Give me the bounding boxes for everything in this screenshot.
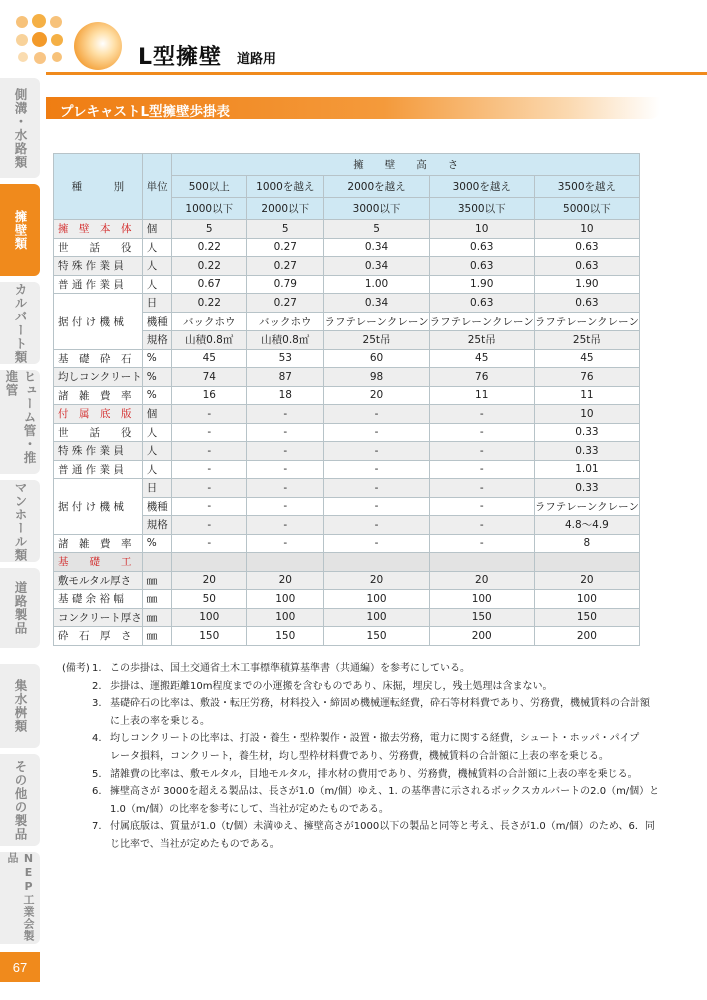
cell: 150: [429, 608, 534, 627]
col-header-range-3-top: 2000を越え: [324, 176, 429, 198]
cell: -: [429, 442, 534, 461]
row-label: 付 属 底 版: [54, 405, 143, 424]
table-row: [54, 312, 640, 331]
cell: -: [247, 423, 324, 442]
cell: 11: [429, 386, 534, 405]
section-title: プレキャストL型擁壁歩掛表: [60, 104, 231, 120]
cell: 200: [429, 627, 534, 646]
cell: 0.22: [172, 294, 247, 313]
cell: 10: [429, 220, 534, 239]
cell: 100: [247, 608, 324, 627]
note-item: 7. 付属底版は、質量が1.0（t/個）未満ゆえ、擁壁高さが1000以下の製品と同等と考え、長さが1.0（m/個）のため、6．同: [92, 821, 655, 833]
page-subtitle: 道路用: [237, 52, 277, 67]
row-label: コンクリート厚さ: [54, 608, 143, 627]
cell: 5: [172, 220, 247, 239]
remarks-block: (備考) 1. この歩掛は、国土交通省土木工事標準積算基準書（共通編）を参考にしている。 2. 歩掛は、運搬距離10m程度までの小運搬を含むものであり、床掘，埋戻し，残土処理は含まない。 3. 基礎砕石の比率は、敷設・転圧労務，材料投入・締固め機械運転経費，砕石等材料費であり、労務費，機械賃料の合計額 に上表の率を乗じる。 4. 均しコンクリートの比率は、打設・養生・型枠製作・設置・撤去労務，電力に関する経費，シュート・ホッパ・パイプ レータ損料，コンクリート，養生材，均し型枠材料費であり、労務費，機械賃料の合計額に上表の率を乗じる。 5. 諸雑費の比率は、敷モルタル，目地モルタル，排水材の費用であり、労務費，機械賃料の合計額に上表の率を乗じる。 6. 擁壁高さが 3000を超える製品は、長さが1.0（m/個）ゆえ、1. の基準書に示されるボックスカルバートの2.0（m/個）と 1.0（m/個）の比率を参考にして、当社が定めたものである。 7. 付属底版は、質量が1.0（t/個）未満ゆえ、擁壁高さが1000以下の製品と同等と考え、長さが1.0（m/個）のため、6．同 じ比率で、当社が定めたものである。: [62, 660, 662, 854]
cell: 87: [247, 368, 324, 387]
cell: -: [247, 460, 324, 479]
cell: 16: [172, 386, 247, 405]
row-label: 基 礎 余 裕 幅: [54, 590, 143, 609]
cell: 20: [324, 386, 429, 405]
cell: 5: [324, 220, 429, 239]
note-item: 6. 擁壁高さが 3000を超える製品は、長さが1.0（m/個）ゆえ、1. の基準書に示されるボックスカルバートの2.0（m/個）と: [92, 786, 660, 798]
cell: 0.63: [534, 238, 639, 257]
row-label: 均しコンクリート: [54, 368, 143, 387]
row-label: 据 付 け 機 械: [54, 479, 143, 535]
row-label: 敷モルタル厚さ: [54, 571, 143, 590]
cell: ラフテレーンクレーン: [534, 312, 639, 331]
cell: 0.63: [429, 294, 534, 313]
cell: -: [172, 534, 247, 553]
cell: 150: [172, 627, 247, 646]
table-row: [54, 220, 640, 239]
cell: 45: [172, 349, 247, 368]
labor-rate-table: [53, 153, 640, 646]
row-unit: %: [142, 368, 172, 387]
remarks-heading: (備考): [62, 663, 90, 674]
cell: 45: [429, 349, 534, 368]
row-label: 普 通 作 業 員: [54, 460, 143, 479]
cell: 8: [534, 534, 639, 553]
cell: 0.22: [172, 238, 247, 257]
row-label: 特 殊 作 業 員: [54, 257, 143, 276]
page-number: 67: [0, 952, 40, 982]
table-row: [54, 497, 640, 516]
cell: 0.33: [534, 479, 639, 498]
cell: 20: [172, 571, 247, 590]
cell: 25t吊: [429, 331, 534, 350]
page-title: L型擁壁: [138, 45, 223, 70]
cell: -: [324, 516, 429, 535]
cell: 5: [247, 220, 324, 239]
row-unit: ㎜: [142, 608, 172, 627]
cell: 0.34: [324, 294, 429, 313]
cell: -: [324, 479, 429, 498]
table-row: [54, 257, 640, 276]
row-label: 基 礎 工: [54, 553, 143, 572]
table-row: [54, 608, 640, 627]
cell: 200: [534, 627, 639, 646]
row-unit: 日: [142, 294, 172, 313]
cell: 10: [534, 220, 639, 239]
cell: 76: [429, 368, 534, 387]
cell: 1.01: [534, 460, 639, 479]
cell: 20: [247, 571, 324, 590]
col-header-range-3-bottom: 3000以下: [324, 198, 429, 220]
cell: -: [324, 534, 429, 553]
sidebar-tab-culverts[interactable]: カルバート類: [0, 282, 40, 364]
cell: -: [172, 442, 247, 461]
table-row: [54, 460, 640, 479]
row-unit: 日: [142, 479, 172, 498]
sidebar-tab-retaining-walls[interactable]: 擁壁類: [0, 184, 40, 276]
row-unit: ㎜: [142, 571, 172, 590]
cell: 1.90: [534, 275, 639, 294]
row-unit: 人: [142, 257, 172, 276]
sidebar-tab-road-products[interactable]: 道路製品: [0, 568, 40, 648]
cell: 0.34: [324, 238, 429, 257]
row-label: 据 付 け 機 械: [54, 294, 143, 350]
row-label: 特 殊 作 業 員: [54, 442, 143, 461]
brand-dots-logo: [14, 10, 114, 80]
cell: 76: [534, 368, 639, 387]
row-unit: 規格: [142, 331, 172, 350]
table-row: [54, 534, 640, 553]
cell: 0.27: [247, 257, 324, 276]
table-row: [54, 516, 640, 535]
row-label: 普 通 作 業 員: [54, 275, 143, 294]
sidebar-tab-manholes[interactable]: マンホール類: [0, 480, 40, 562]
table-row: [54, 405, 640, 424]
cell: -: [247, 516, 324, 535]
cell: 山積0.8㎥: [172, 331, 247, 350]
cell: 0.63: [534, 294, 639, 313]
cell: 150: [324, 627, 429, 646]
col-header-range-1-top: 500以上: [172, 176, 247, 198]
table-row: [54, 423, 640, 442]
cell: -: [247, 405, 324, 424]
col-header-range-1-bottom: 1000以下: [172, 198, 247, 220]
table-row: [54, 275, 640, 294]
cell: 100: [324, 608, 429, 627]
row-label: 世 話 役: [54, 238, 143, 257]
cell: 0.34: [324, 257, 429, 276]
cell: 1.00: [324, 275, 429, 294]
cell: 0.79: [247, 275, 324, 294]
cell: 45: [534, 349, 639, 368]
cell: -: [172, 423, 247, 442]
cell: 0.27: [247, 294, 324, 313]
row-unit: ㎜: [142, 627, 172, 646]
cell: -: [172, 479, 247, 498]
cell: -: [247, 442, 324, 461]
cell: 100: [172, 608, 247, 627]
cell: 4.8～4.9: [534, 516, 639, 535]
cell: 11: [534, 386, 639, 405]
cell: 0.63: [429, 238, 534, 257]
cell: -: [429, 460, 534, 479]
cell: -: [247, 534, 324, 553]
cell: 74: [172, 368, 247, 387]
cell: -: [172, 497, 247, 516]
col-header-range-5-top: 3500を越え: [534, 176, 639, 198]
row-label: 砕 石 厚 さ: [54, 627, 143, 646]
cell: ラフテレーンクレーン: [534, 497, 639, 516]
row-unit: 人: [142, 275, 172, 294]
cell: -: [172, 405, 247, 424]
table-row: [54, 386, 640, 405]
cell: 20: [324, 571, 429, 590]
table-row: [54, 571, 640, 590]
row-label: 諸 雑 費 率: [54, 534, 143, 553]
table-row: [54, 238, 640, 257]
row-unit: 個: [142, 405, 172, 424]
row-unit: %: [142, 534, 172, 553]
table-row: [54, 349, 640, 368]
row-label: 諸 雑 費 率: [54, 386, 143, 405]
cell: 25t吊: [534, 331, 639, 350]
cell: -: [429, 534, 534, 553]
header-divider: [46, 72, 707, 75]
sidebar-tab-catch-basins[interactable]: 集水桝類: [0, 664, 40, 748]
note-item: 5. 諸雑費の比率は、敷モルタル，目地モルタル，排水材の費用であり、労務費，機械賃料の合計額に上表の率を乗じる。: [92, 768, 638, 780]
table-row: [54, 368, 640, 387]
sidebar-tab-nep-products[interactable]: NEP工業会製品: [0, 852, 40, 944]
sidebar-tab-other-products[interactable]: その他の製品: [0, 754, 40, 846]
row-unit: ㎜: [142, 590, 172, 609]
cell: -: [172, 516, 247, 535]
cell: -: [324, 405, 429, 424]
table-row-section: [54, 553, 640, 572]
cell: 150: [534, 608, 639, 627]
cell: バックホウ: [247, 312, 324, 331]
col-header-wall-height: 擁 壁 高 さ: [172, 154, 640, 176]
cell: 0.67: [172, 275, 247, 294]
row-unit: %: [142, 349, 172, 368]
brand-disc-icon: [74, 22, 122, 70]
cell: ラフテレーンクレーン: [429, 312, 534, 331]
row-unit: 機種: [142, 312, 172, 331]
row-unit: %: [142, 386, 172, 405]
row-unit: 人: [142, 460, 172, 479]
table-row: [54, 331, 640, 350]
col-header-unit: 単位: [142, 154, 172, 220]
cell: -: [429, 423, 534, 442]
cell: -: [247, 479, 324, 498]
row-label: 擁 壁 本 体: [54, 220, 143, 239]
cell: -: [429, 479, 534, 498]
col-header-kind: 種 別: [54, 154, 143, 220]
cell: -: [429, 516, 534, 535]
cell: 0.27: [247, 238, 324, 257]
cell: 150: [247, 627, 324, 646]
note-item: (備考) 1. この歩掛は、国土交通省土木工事標準積算基準書（共通編）を参考にしている。: [62, 660, 662, 678]
cell: 53: [247, 349, 324, 368]
row-unit: 人: [142, 442, 172, 461]
row-label: 基 礎 砕 石: [54, 349, 143, 368]
cell: -: [324, 442, 429, 461]
cell: 0.33: [534, 442, 639, 461]
sidebar-tab-hume-pipes[interactable]: ヒューム管・推進管: [0, 370, 40, 474]
col-header-range-5-bottom: 5000以下: [534, 198, 639, 220]
row-label: 世 話 役: [54, 423, 143, 442]
cell: 25t吊: [324, 331, 429, 350]
cell: -: [324, 423, 429, 442]
row-unit: 機種: [142, 497, 172, 516]
cell: 50: [172, 590, 247, 609]
cell: -: [429, 497, 534, 516]
table-row: [54, 294, 640, 313]
cell: -: [324, 460, 429, 479]
cell: 20: [534, 571, 639, 590]
col-header-range-2-bottom: 2000以下: [247, 198, 324, 220]
cell: ラフテレーンクレーン: [324, 312, 429, 331]
row-unit: 規格: [142, 516, 172, 535]
table-row: [54, 442, 640, 461]
row-unit: 人: [142, 423, 172, 442]
cell: 0.63: [534, 257, 639, 276]
table-row: [54, 590, 640, 609]
cell: 0.33: [534, 423, 639, 442]
cell: 0.22: [172, 257, 247, 276]
cell: 60: [324, 349, 429, 368]
cell: 100: [534, 590, 639, 609]
col-header-range-2-top: 1000を越え: [247, 176, 324, 198]
cell: -: [172, 460, 247, 479]
cell: -: [247, 497, 324, 516]
cell: -: [429, 405, 534, 424]
cell: 1.90: [429, 275, 534, 294]
cell: 100: [429, 590, 534, 609]
cell: 0.63: [429, 257, 534, 276]
cell: 山積0.8㎥: [247, 331, 324, 350]
cell: -: [324, 497, 429, 516]
cell: 18: [247, 386, 324, 405]
note-item: 3. 基礎砕石の比率は、敷設・転圧労務，材料投入・締固め機械運転経費，砕石等材料費であり、労務費，機械賃料の合計額: [92, 698, 650, 710]
sidebar-tab-gutters[interactable]: 側溝・水路類: [0, 78, 40, 178]
note-item: 2. 歩掛は、運搬距離10m程度までの小運搬を含むものであり、床掘，埋戻し，残土処理は含まない。: [92, 680, 553, 692]
col-header-range-4-top: 3000を越え: [429, 176, 534, 198]
row-unit: 人: [142, 238, 172, 257]
cell: バックホウ: [172, 312, 247, 331]
cell: 20: [429, 571, 534, 590]
table-row: [54, 627, 640, 646]
col-header-range-4-bottom: 3500以下: [429, 198, 534, 220]
note-item: 4. 均しコンクリートの比率は、打設・養生・型枠製作・設置・撤去労務，電力に関する経費，シュート・ホッパ・パイプ: [92, 733, 640, 745]
row-unit: 個: [142, 220, 172, 239]
cell: 98: [324, 368, 429, 387]
table-row: [54, 479, 640, 498]
cell: 100: [247, 590, 324, 609]
cell: 100: [324, 590, 429, 609]
cell: 10: [534, 405, 639, 424]
